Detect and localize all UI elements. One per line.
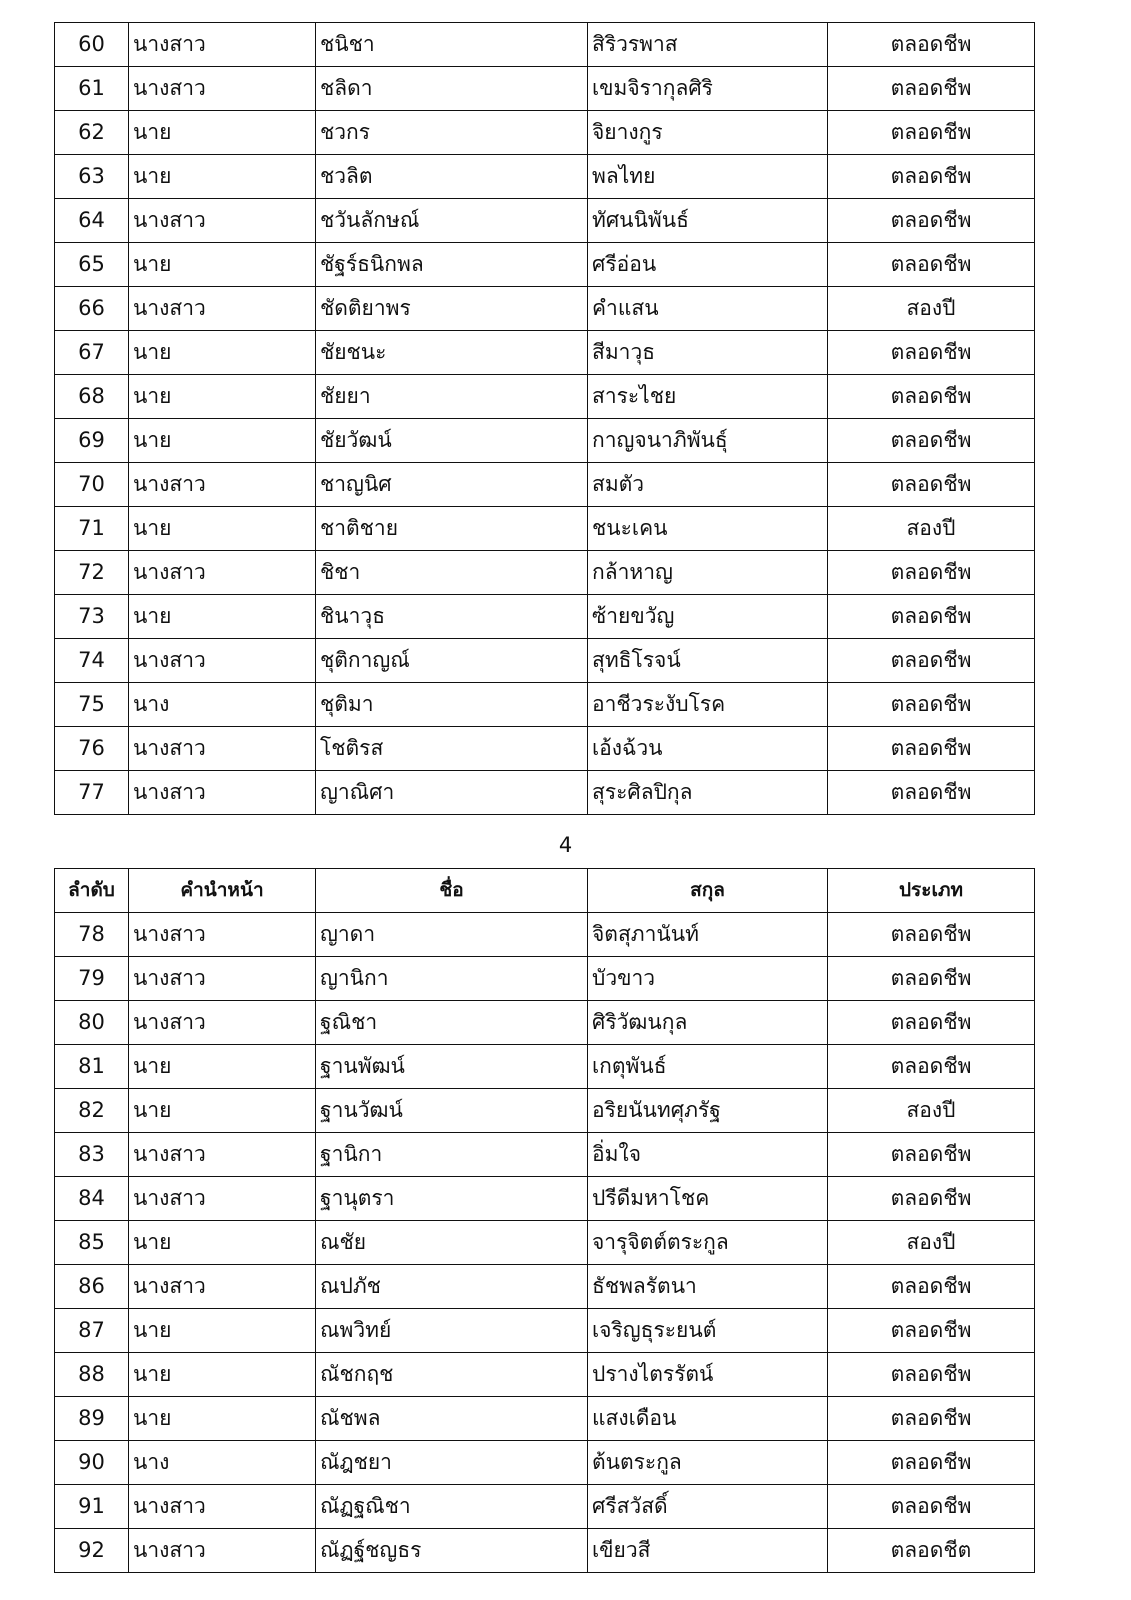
cell-no: 75: [55, 683, 129, 727]
cell-no: 69: [55, 419, 129, 463]
cell-first-name: ณปภัช: [316, 1265, 588, 1309]
cell-no: 64: [55, 199, 129, 243]
cell-prefix: นาย: [129, 1089, 316, 1133]
table-row: [55, 683, 1035, 727]
cell-last-name: ชนะเคน: [588, 507, 828, 551]
cell-no: 61: [55, 67, 129, 111]
cell-type: สองปี: [828, 507, 1035, 551]
cell-prefix: นางสาว: [129, 1485, 316, 1529]
cell-type: ตลอดชีพ: [828, 683, 1035, 727]
cell-first-name: ณัฏฐณิชา: [316, 1485, 588, 1529]
cell-prefix: นางสาว: [129, 727, 316, 771]
cell-first-name: ชวกร: [316, 111, 588, 155]
table-row: [55, 1441, 1035, 1485]
cell-prefix: นางสาว: [129, 551, 316, 595]
cell-first-name: โชติรส: [316, 727, 588, 771]
cell-type: ตลอดชีพ: [828, 639, 1035, 683]
cell-first-name: ชัยวัฒน์: [316, 419, 588, 463]
cell-type: ตลอดชีพ: [828, 1397, 1035, 1441]
cell-no: 66: [55, 287, 129, 331]
cell-last-name: ซ้ายขวัญ: [588, 595, 828, 639]
cell-first-name: ณัชกฤช: [316, 1353, 588, 1397]
cell-type: ตลอดชีพ: [828, 913, 1035, 957]
cell-first-name: ญาณิศา: [316, 771, 588, 815]
cell-type: ตลอดชีพ: [828, 199, 1035, 243]
cell-prefix: นางสาว: [129, 913, 316, 957]
cell-no: 68: [55, 375, 129, 419]
cell-first-name: ชุติกาญณ์: [316, 639, 588, 683]
cell-type: ตลอดชีพ: [828, 1309, 1035, 1353]
cell-no: 62: [55, 111, 129, 155]
cell-prefix: นาย: [129, 595, 316, 639]
cell-last-name: เจริญธุระยนต์: [588, 1309, 828, 1353]
cell-prefix: นางสาว: [129, 463, 316, 507]
cell-last-name: เอ้งฉ้วน: [588, 727, 828, 771]
cell-no: 84: [55, 1177, 129, 1221]
cell-first-name: ชัยยา: [316, 375, 588, 419]
cell-prefix: นางสาว: [129, 1001, 316, 1045]
cell-no: 90: [55, 1441, 129, 1485]
cell-last-name: สุระศิลปิกุล: [588, 771, 828, 815]
cell-prefix: นางสาว: [129, 1529, 316, 1573]
cell-first-name: ณัฏฐ์ชญธร: [316, 1529, 588, 1573]
cell-last-name: อริยนันทศุภรัฐ: [588, 1089, 828, 1133]
cell-first-name: ฐณิชา: [316, 1001, 588, 1045]
cell-last-name: บัวขาว: [588, 957, 828, 1001]
cell-no: 89: [55, 1397, 129, 1441]
cell-type: สองปี: [828, 1089, 1035, 1133]
cell-type: ตลอดชีพ: [828, 67, 1035, 111]
cell-first-name: ชุติมา: [316, 683, 588, 727]
cell-last-name: กาญจนาภิพันธุ์: [588, 419, 828, 463]
cell-prefix: นาย: [129, 1309, 316, 1353]
member-table: [54, 868, 1035, 1573]
cell-first-name: ฐานพัฒน์: [316, 1045, 588, 1089]
cell-prefix: นาย: [129, 1221, 316, 1265]
cell-prefix: นาย: [129, 111, 316, 155]
cell-no: 78: [55, 913, 129, 957]
cell-last-name: สาระไชย: [588, 375, 828, 419]
cell-last-name: เขมจิรากุลศิริ: [588, 67, 828, 111]
table-row: [55, 1001, 1035, 1045]
table-row: [55, 1397, 1035, 1441]
cell-no: 67: [55, 331, 129, 375]
cell-first-name: ญาดา: [316, 913, 588, 957]
cell-last-name: จารุจิตต์ตระกูล: [588, 1221, 828, 1265]
cell-first-name: ญานิกา: [316, 957, 588, 1001]
table-row: [55, 375, 1035, 419]
cell-prefix: นาย: [129, 375, 316, 419]
member-table-body: [55, 913, 1035, 1573]
cell-last-name: แสงเดือน: [588, 1397, 828, 1441]
cell-prefix: นาย: [129, 1045, 316, 1089]
header-prefix: คำนำหน้า: [129, 869, 316, 913]
cell-last-name: ทัศนนิพันธ์: [588, 199, 828, 243]
cell-first-name: ฐานวัฒน์: [316, 1089, 588, 1133]
cell-last-name: คำแสน: [588, 287, 828, 331]
table-row: [55, 331, 1035, 375]
table-row: [55, 463, 1035, 507]
cell-prefix: นาย: [129, 419, 316, 463]
cell-last-name: จิตสุภานันท์: [588, 913, 828, 957]
cell-type: ตลอดชีพ: [828, 957, 1035, 1001]
header-no: ลำดับ: [55, 869, 129, 913]
cell-first-name: ชาติชาย: [316, 507, 588, 551]
cell-last-name: ต้นตระกูล: [588, 1441, 828, 1485]
cell-prefix: นางสาว: [129, 1133, 316, 1177]
cell-type: ตลอดชีพ: [828, 1265, 1035, 1309]
table-row: [55, 67, 1035, 111]
cell-prefix: นาย: [129, 507, 316, 551]
cell-no: 92: [55, 1529, 129, 1573]
cell-prefix: นาย: [129, 155, 316, 199]
cell-type: สองปี: [828, 1221, 1035, 1265]
table-row: [55, 1089, 1035, 1133]
cell-first-name: ชนิชา: [316, 23, 588, 67]
cell-prefix: นาย: [129, 1353, 316, 1397]
cell-type: ตลอดชีพ: [828, 23, 1035, 67]
header-row: [55, 869, 1035, 913]
cell-type: สองปี: [828, 287, 1035, 331]
cell-no: 85: [55, 1221, 129, 1265]
cell-no: 73: [55, 595, 129, 639]
cell-first-name: ชิชา: [316, 551, 588, 595]
cell-prefix: นางสาว: [129, 287, 316, 331]
cell-type: ตลอดชีพ: [828, 111, 1035, 155]
table-row: [55, 199, 1035, 243]
header-first-name: ชื่อ: [316, 869, 588, 913]
cell-prefix: นางสาว: [129, 639, 316, 683]
cell-no: 86: [55, 1265, 129, 1309]
cell-first-name: ณชัย: [316, 1221, 588, 1265]
table-row: [55, 1529, 1035, 1573]
cell-type: ตลอดชีพ: [828, 1441, 1035, 1485]
cell-last-name: อิ่มใจ: [588, 1133, 828, 1177]
cell-type: ตลอดชีพ: [828, 331, 1035, 375]
cell-type: ตลอดชีพ: [828, 1353, 1035, 1397]
cell-prefix: นาง: [129, 683, 316, 727]
cell-type: ตลอดชีพ: [828, 727, 1035, 771]
member-table-continued-body: [55, 23, 1035, 815]
table-row: [55, 639, 1035, 683]
cell-first-name: ฐานิกา: [316, 1133, 588, 1177]
table-row: [55, 1353, 1035, 1397]
cell-last-name: กล้าหาญ: [588, 551, 828, 595]
table-row: [55, 111, 1035, 155]
cell-prefix: นางสาว: [129, 67, 316, 111]
cell-no: 91: [55, 1485, 129, 1529]
table-row: [55, 1045, 1035, 1089]
cell-no: 74: [55, 639, 129, 683]
cell-type: ตลอดชีพ: [828, 1045, 1035, 1089]
cell-first-name: ชัดติยาพร: [316, 287, 588, 331]
cell-type: ตลอดชีพ: [828, 551, 1035, 595]
cell-first-name: ชัยชนะ: [316, 331, 588, 375]
cell-type: ตลอดชีพ: [828, 595, 1035, 639]
table-row: [55, 595, 1035, 639]
cell-last-name: พลไทย: [588, 155, 828, 199]
cell-type: ตลอดชีพ: [828, 1177, 1035, 1221]
table-row: [55, 419, 1035, 463]
cell-no: 71: [55, 507, 129, 551]
cell-no: 81: [55, 1045, 129, 1089]
table-row: [55, 287, 1035, 331]
table-row: [55, 1309, 1035, 1353]
cell-no: 79: [55, 957, 129, 1001]
cell-type: ตลอดชีพ: [828, 463, 1035, 507]
cell-prefix: นาง: [129, 1441, 316, 1485]
cell-type: ตลอดชีพ: [828, 155, 1035, 199]
cell-type: ตลอดชีพ: [828, 375, 1035, 419]
cell-first-name: ชลิดา: [316, 67, 588, 111]
table-row: [55, 507, 1035, 551]
cell-no: 83: [55, 1133, 129, 1177]
cell-prefix: นางสาว: [129, 1177, 316, 1221]
table-row: [55, 771, 1035, 815]
cell-no: 77: [55, 771, 129, 815]
cell-prefix: นางสาว: [129, 23, 316, 67]
cell-last-name: สุทธิโรจน์: [588, 639, 828, 683]
cell-last-name: ปรางไตรรัตน์: [588, 1353, 828, 1397]
cell-type: ตลอดชีพ: [828, 771, 1035, 815]
cell-no: 65: [55, 243, 129, 287]
cell-last-name: ศิริวัฒนกุล: [588, 1001, 828, 1045]
cell-last-name: ศรีสวัสดิ์: [588, 1485, 828, 1529]
table-row: [55, 23, 1035, 67]
member-table-continued: [54, 22, 1035, 815]
table-row: [55, 1221, 1035, 1265]
cell-type: ตลอดชีพ: [828, 1485, 1035, 1529]
cell-type: ตลอดชีพ: [828, 243, 1035, 287]
cell-prefix: นาย: [129, 331, 316, 375]
cell-no: 63: [55, 155, 129, 199]
cell-no: 88: [55, 1353, 129, 1397]
cell-last-name: จิยางกูร: [588, 111, 828, 155]
cell-first-name: ชินาวุธ: [316, 595, 588, 639]
table-row: [55, 1177, 1035, 1221]
cell-last-name: อาชีวระงับโรค: [588, 683, 828, 727]
member-table-header: [55, 869, 1035, 913]
page-number: 4: [558, 833, 573, 857]
cell-last-name: สิริวรพาส: [588, 23, 828, 67]
table-row: [55, 1265, 1035, 1309]
cell-no: 60: [55, 23, 129, 67]
table-row: [55, 727, 1035, 771]
cell-prefix: นางสาว: [129, 199, 316, 243]
cell-first-name: ชาญนิศ: [316, 463, 588, 507]
cell-type: ตลอดชีต: [828, 1529, 1035, 1573]
cell-first-name: ชวันลักษณ์: [316, 199, 588, 243]
cell-prefix: นาย: [129, 1397, 316, 1441]
cell-no: 87: [55, 1309, 129, 1353]
cell-prefix: นางสาว: [129, 771, 316, 815]
cell-last-name: ธัชพลรัตนา: [588, 1265, 828, 1309]
cell-last-name: สีมาวุธ: [588, 331, 828, 375]
cell-type: ตลอดชีพ: [828, 419, 1035, 463]
cell-first-name: ชวลิต: [316, 155, 588, 199]
table-row: [55, 913, 1035, 957]
table-row: [55, 1133, 1035, 1177]
cell-no: 76: [55, 727, 129, 771]
cell-no: 80: [55, 1001, 129, 1045]
cell-prefix: นางสาว: [129, 957, 316, 1001]
cell-last-name: ศรีอ่อน: [588, 243, 828, 287]
cell-last-name: ปรีดีมหาโชค: [588, 1177, 828, 1221]
cell-first-name: ณัฎชยา: [316, 1441, 588, 1485]
cell-no: 72: [55, 551, 129, 595]
table-row: [55, 1485, 1035, 1529]
header-last-name: สกุล: [588, 869, 828, 913]
table-row: [55, 957, 1035, 1001]
cell-last-name: สมตัว: [588, 463, 828, 507]
cell-prefix: นางสาว: [129, 1265, 316, 1309]
cell-type: ตลอดชีพ: [828, 1001, 1035, 1045]
cell-no: 70: [55, 463, 129, 507]
cell-last-name: เขียวสี: [588, 1529, 828, 1573]
cell-first-name: ณัชพล: [316, 1397, 588, 1441]
header-type: ประเภท: [828, 869, 1035, 913]
cell-type: ตลอดชีพ: [828, 1133, 1035, 1177]
cell-first-name: ชัฐร์ธนิกพล: [316, 243, 588, 287]
table-row: [55, 243, 1035, 287]
cell-last-name: เกตุพันธ์: [588, 1045, 828, 1089]
cell-first-name: ฐานุตรา: [316, 1177, 588, 1221]
table-row: [55, 551, 1035, 595]
table-row: [55, 155, 1035, 199]
cell-no: 82: [55, 1089, 129, 1133]
cell-prefix: นาย: [129, 243, 316, 287]
cell-first-name: ณพวิทย์: [316, 1309, 588, 1353]
